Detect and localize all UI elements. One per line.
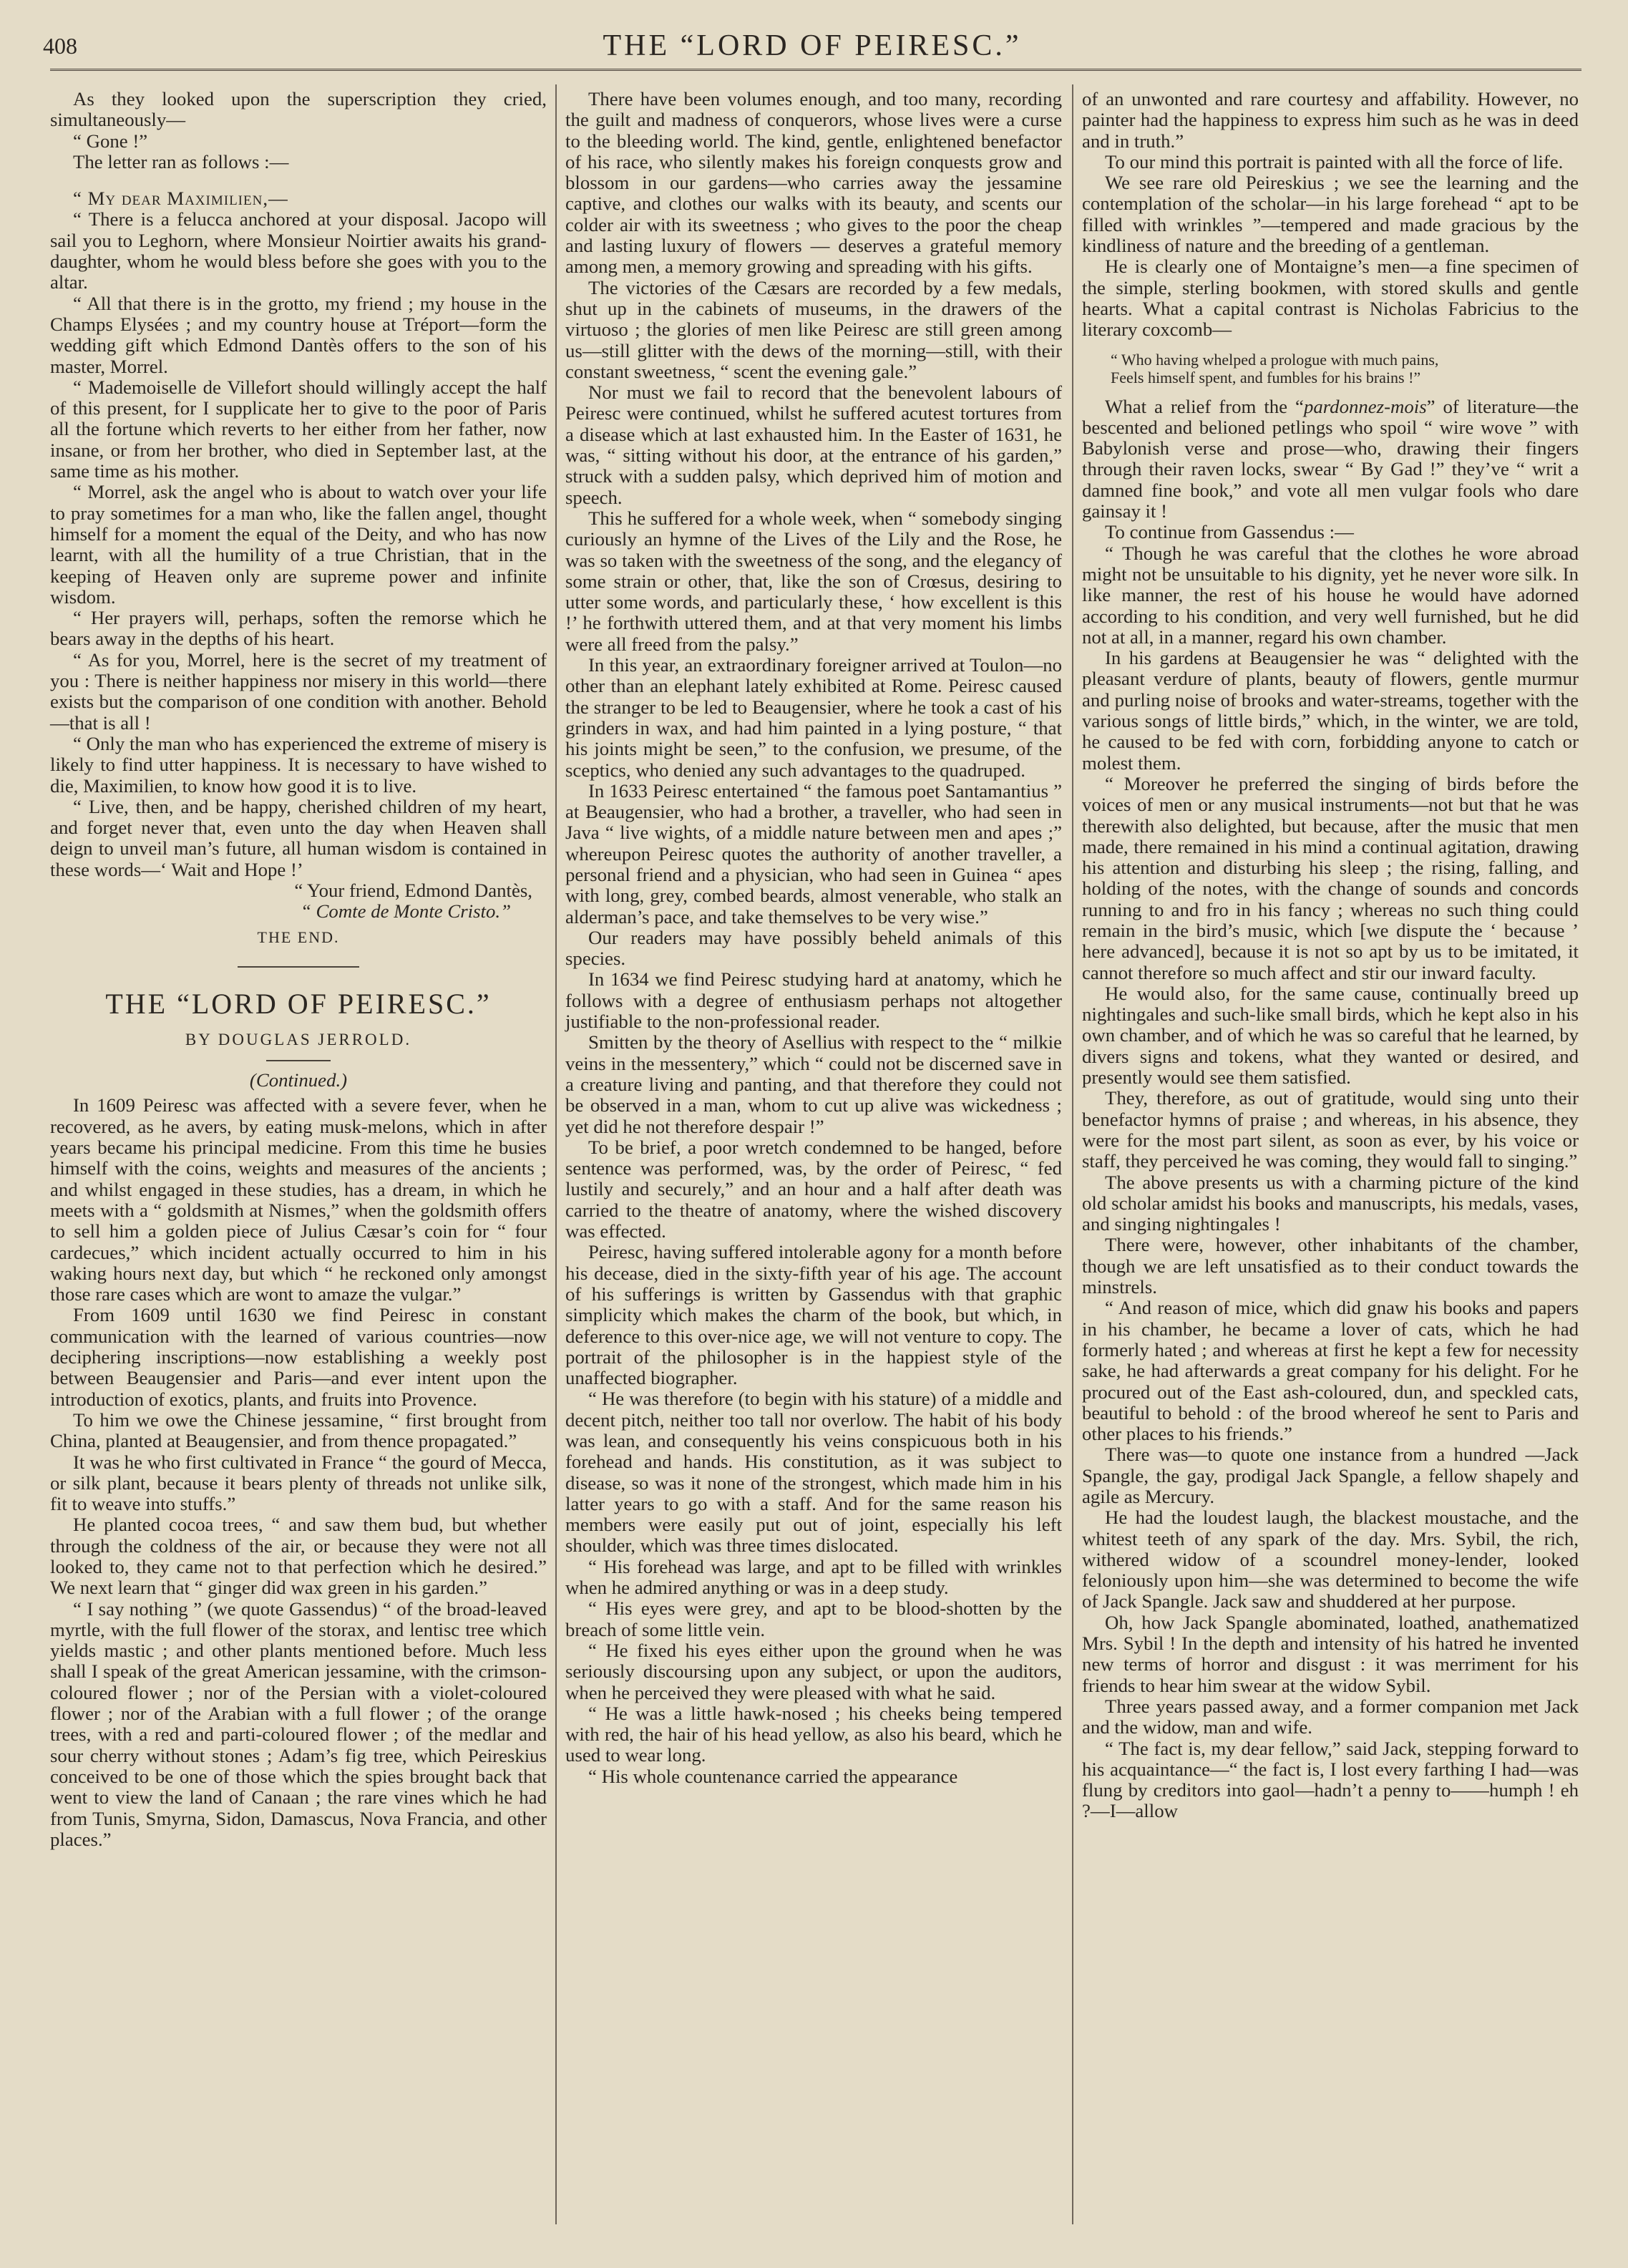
paragraph: In this year, an extraordinary foreigner arrived at Toulon—no other than an elephant lately exhibited at Rome. Peiresc caused the stranger to be led to Beaugensier, where he took a cast of his grinders in wax, and had him painted in a lying posture, “ that his joints might be seen,” to the confusion, we presume, of the sceptics, who denied any such advantages to the quadruped. xyxy=(565,654,1062,781)
article-title: THE “LORD OF PEIRESC.” xyxy=(105,987,492,1020)
text-run: ” of literature—the bescented and belioned petlings who spoil “ wire wove ” with Babylonish verse and prose—who, drawing their fingers through their raven locks, swear “ By Gad !” they’ve “ writ a damned fine book,” and vote all men vulgar fools who dare gainsay it ! xyxy=(1082,395,1579,522)
paragraph: It was he who first cultivated in France “ the gourd of Mecca, or silk plant, because it bears plenty of threads not unlike silk, fit to weave into stuffs.” xyxy=(50,1451,547,1515)
header-rule xyxy=(50,69,1581,71)
paragraph: Smitten by the theory of Asellius with respect to the “ milkie veins in the messentery,” which “ could not be discerned save in a creature living and panting, and that therefore they could not be observed in a man, whom to cut up alive was wickedness ; yet did he not therefore despair !” xyxy=(565,1031,1062,1137)
paragraph: In 1634 we find Peiresc studying hard at anatomy, which he follows with a degree of enthusiasm perhaps not altogether justifiable to the non-professional reader. xyxy=(565,968,1062,1033)
paragraph: “ Only the man who has experienced the extreme of misery is likely to find utter happiness. It is necessary to have wished to die, Maximilien, to know how good it is to live. xyxy=(50,732,547,797)
paragraph: To him we owe the Chinese jessamine, “ first brought from China, planted at Beaugensier, and from thence propagated.” xyxy=(50,1408,547,1452)
paragraph: He is clearly one of Montaigne’s men—a fine specimen of the simple, sterling bookmen, with stored skulls and gentle hearts. What a capital contrast is Nicholas Fabricius to the literary coxcomb— xyxy=(1082,255,1579,341)
paragraph: Nor must we fail to record that the benevolent labours of Peiresc were continued, whilst he suffered acutest tortures from a disease which at last exhausted him. In the Easter of 1631, he was, “ sitting without his door, at the entrance of his garden,” struck with a sudden palsy, which deprived him of motion and speech. xyxy=(565,381,1062,508)
page-number: 408 xyxy=(43,33,77,59)
verse-line: Feels himself spent, and fumbles for his brains !” xyxy=(1111,368,1421,386)
paragraph: “ Live, then, and be happy, cherished children of my heart, and forget never that, even unto the day when Heaven shall deign to unveil man’s future, all human wisdom is contained in these words—‘ Wait and Hope !’ xyxy=(50,795,547,880)
letter-salutation: “ My dear Maximilien,— xyxy=(73,188,288,210)
paragraph: “ I say nothing ” (we quote Gassendus) “ of the broad-leaved myrtle, with the full flower of the storax, and lentisc tree which yields mastic ; and other plants mentioned before. Much less shall I speak of the great American jessamine, with the crimson-coloured flower ; nor of the Persian with a violet-coloured flower ; nor of the Arabian with a full flower ; of the orange trees, with a red and parti-coloured flower ; of the medlar and sour cherry without stones ; Adam’s fig tree, which Peireskius conceived to be one of those which the spies brought back that went to view the land of Canaan ; the rare vines which he had from Tunis, Smyrna, Sidon, Damascus, Nova Francia, and other places.” xyxy=(50,1597,547,1850)
paragraph: There have been volumes enough, and too many, recording the guilt and madness of conquerors, whose lives were a curse to the bleeding world. The kind, gentle, enlightened benefactor of his race, who silently makes his foreign conquests grow and blossom in our gardens—who carries away the jessamine captive, and clothes our walks with its beauty, and scents our colder air with its sweetness ; who gives to the poor the cheap and lasting luxury of flowers — deserves a grateful memory among men, a memory growing and spreading with his gifts. xyxy=(565,88,1062,278)
paragraph: “ He fixed his eyes either upon the ground when he was seriously discoursing upon any subject, or upon the auditors, when he perceived they were pleased with what he said. xyxy=(565,1639,1062,1703)
paragraph: “ Mademoiselle de Villefort should willingly accept the half of this present, for I supplicate her to give to the poor of Paris all the fortune which reverts to her either from her father, now insane, or from her brother, who died in September last, at the same time as his mother. xyxy=(50,376,547,482)
paragraph: “ Morrel, ask the angel who is about to watch over your life to pray sometimes for a man who, like the fallen angel, thought himself for a moment the equal of the Deity, and who has now learnt, with all the humility of a true Christian, that in the keeping of Heaven only are supreme power and infinite wisdom. xyxy=(50,481,547,608)
paragraph: He planted cocoa trees, “ and saw them bud, but whether through the coldness of the air, or because they were not all looked to, they came not to that perfection which he desired.” We next learn that “ ginger did wax green in his garden.” xyxy=(50,1514,547,1599)
italic-phrase: pardonnez-mois xyxy=(1303,395,1427,417)
paragraph: “ There is a felucca anchored at your disposal. Jacopo will sail you to Leghorn, where Monsieur Noirtier awaits his grand-daughter, whom he would bless before she goes with you to the altar. xyxy=(50,208,547,293)
paragraph: In his gardens at Beaugensier he was “ delighted with the pleasant verdure of plants, beauty of flowers, gentle murmur and purling noise of brooks and water-streams, together with the various songs of little birds,” which, in the winter, we are told, he caused to be fed with corn, forbidding anyone to catch or molest them. xyxy=(1082,647,1579,774)
paragraph: “ He was therefore (to begin with his stature) of a middle and decent pitch, neither too tall nor overlow. The habit of his body was lean, and consequently his veins conspicuous both in his forehead and hands. His constitution, as it was subject to disease, so was it none of the strongest, which made him in his latter years to go with a staff. And for the same reason his members were easily put out of joint, especially his left shoulder, which was three times dislocated. xyxy=(565,1388,1062,1557)
paragraph: He would also, for the same cause, continually breed up nightingales and such-like small birds, which he kept also in his own chamber, and of which he was so careful that he learned, by divers signs and tokens, what they wanted or desired, and presently would see them satisfied. xyxy=(1082,982,1579,1089)
paragraph: In 1633 Peiresc entertained “ the famous poet Santamantius ” at Beaugensier, who had a brother, a traveller, who had seen in Java “ live wights, of a middle nature between men and apes ;” whereupon Peiresc quotes the authority of another traveller, a personal friend and a physician, who had seen in Guinea “ apes with long, grey, combed beards, almost venerable, who stalk an alderman’s pace, and take themselves to be very wise.” xyxy=(565,779,1062,928)
paragraph: “ Her prayers will, perhaps, soften the remorse which he bears away in the depths of his heart. xyxy=(50,607,547,650)
paragraph: “ His whole countenance carried the appearance xyxy=(588,1765,958,1787)
paragraph: The letter ran as follows :— xyxy=(73,150,289,172)
paragraph: “ The fact is, my dear fellow,” said Jack, stepping forward to his acquaintance—“ the fact is, I lost every farthing I had—was flung by creditors into gaol—hadn’t a penny to——humph ! eh ?—I—allow xyxy=(1082,1737,1579,1822)
running-title: THE “LORD OF PEIRESC.” xyxy=(603,29,1022,62)
paragraph: “ Though he was careful that the clothes he wore abroad might not be unsuitable to his dignity, yet he never wore silk. In like manner, the rest of his house he would have adorned according to his condition, and very well furnished, but he did not at all, in a manner, regard his own chamber. xyxy=(1082,542,1579,648)
paragraph: To be brief, a poor wretch condemned to be hanged, before sentence was performed, was, by the order of Peiresc, “ fed lustily and securely,” and an hour and a half after death was carried to the theatre of anatomy, where the wished discovery was effected. xyxy=(565,1136,1062,1242)
paragraph: “ Moreover he preferred the singing of birds before the voices of men or any musical instruments—not but that he was therewith also delighted, but because, after the music that men made, there remained in his mind a continual agitation, drawing his attention and disturbing his sleep ; the rising, falling, and holding of the notes, with the change of sounds and concords running to and fro in his fancy ; whereas no such thing could remain in the bird’s music, which [we dispute the ‘ because ’ here advanced], because it is not so apt by us to be imitated, it cannot therefore so much affect and stir our inward faculty. xyxy=(1082,772,1579,983)
the-end-label: THE END. xyxy=(257,928,340,946)
paragraph: Oh, how Jack Spangle abominated, loathed, anathematized Mrs. Sybil ! In the depth and intensity of his hatred he invented new terms of horror and disgust : it was merriment for his friends to hear him swear at the widow Sybil. xyxy=(1082,1611,1579,1696)
paragraph: “ And reason of mice, which did gnaw his books and papers in his chamber, he became a lover of cats, which he had formerly hated ; and whereas at first he kept a few for necessity sake, he had afterwards a great company for his delight. For he procured out of the East ash-coloured, dun, and speckled cats, beautiful to behold : of the brood whereof he sent to Paris and other places to his friends.” xyxy=(1082,1297,1579,1445)
column-1 xyxy=(50,89,547,1850)
paragraph xyxy=(1082,396,1579,522)
paragraph: Our readers may have possibly beheld animals of this species. xyxy=(565,926,1062,970)
byline: BY DOUGLAS JERROLD. xyxy=(185,1030,412,1048)
paragraph: There was—to quote one instance from a hundred —Jack Spangle, the gay, prodigal Jack Spangle, a fellow shapely and agile as Mercury. xyxy=(1082,1444,1579,1507)
paragraph: Three years passed away, and a former companion met Jack and the widow, man and wife. xyxy=(1082,1695,1579,1738)
paragraph: In 1609 Peiresc was affected with a severe fever, when he recovered, as he avers, by eating musk-melons, which in after years became his principal medicine. From this time he busies himself with the coins, weights and measures of the ancients ; and whilst engaged in these studies, has a dream, in which he meets with a “ goldsmith at Nismes,” when the goldsmith offers to sell him a golden piece of Julius Cæsar’s coin for “ four cardecues,” which incident actually occurred to him in his waking hours next day, but which “ he reckoned only amongst those rare cases which are wont to amaze the vulgar.” xyxy=(50,1094,547,1305)
paragraph: This he suffered for a whole week, when “ somebody singing curiously an hymne of the Lives of the Lily and the Rose, he was so taken with the sweetness of the song, and the elegancy of some strain or other, that, like the son of Crœsus, desiring to utter some words, and particularly these, ‘ how excellent is this !’ he forthwith uttered them, and at that very moment his limbs were all freed from the palsy.” xyxy=(565,507,1062,655)
paragraph: Peiresc, having suffered intolerable agony for a month before his decease, died in the sixty-fifth year of his age. The account of his sufferings is written by Gassendus with that graphic simplicity which makes the charm of the book, but which, in deference to this over-nice age, we will not venture to copy. The portrait of the philosopher is in the happiest style of the unaffected biographer. xyxy=(565,1241,1062,1389)
column-divider xyxy=(1072,84,1073,2224)
column-divider xyxy=(555,84,557,2224)
paragraph: As they looked upon the superscription they cried, simultaneously— xyxy=(50,88,547,131)
letter-signature-title: “ Comte de Monte Cristo.” xyxy=(300,900,511,923)
page-header xyxy=(43,27,1581,67)
paragraph: There were, however, other inhabitants of the chamber, though we are left unsatisfied as to their conduct towards the minstrels. xyxy=(1082,1234,1579,1298)
column-2 xyxy=(565,89,1062,1787)
continued-label: (Continued.) xyxy=(249,1069,348,1091)
paragraph: “ He was a little hawk-nosed ; his cheeks being tempered with red, the hair of his head yellow, as also his beard, which he used to wear long. xyxy=(565,1702,1062,1766)
byline-divider xyxy=(266,1060,331,1061)
section-divider xyxy=(238,966,359,968)
column-3 xyxy=(1082,89,1579,1822)
paragraph: From 1609 until 1630 we find Peiresc in constant communication with the learned of various countries—now deciphering inscriptions—now establishing a weekly post between Beaugensier and Paris—and ever intent upon the introduction of exotics, plants, and fruits into Provence. xyxy=(50,1304,547,1410)
paragraph: To our mind this portrait is painted with all the force of life. xyxy=(1105,150,1564,172)
paragraph: We see rare old Peireskius ; we see the learning and the contemplation of the scholar—in his large forehead “ apt to be filled with wrinkles ”—tempered and made gracious by the kindliness of nature and the breeding of a gentleman. xyxy=(1082,172,1579,257)
paragraph: “ Gone !” xyxy=(73,130,148,152)
paragraph: He had the loudest laugh, the blackest moustache, and the whitest teeth of any spark of the day. Mrs. Sybil, the rich, withered widow of a scoundrel money-lender, looked feloniously upon him—she was determined to become the wife of Jack Spangle. Jack saw and shuddered at her purpose. xyxy=(1082,1507,1579,1612)
paragraph: They, therefore, as out of gratitude, would sing unto their benefactor hymns of praise ; and whereas, in his absence, they were for the most part silent, as soon as ever, by his voice or staff, they perceived he was coming, they would fall to singing.” xyxy=(1082,1087,1579,1172)
paragraph: “ His forehead was large, and apt to be filled with wrinkles when he admired anything or was in a deep study. xyxy=(565,1555,1062,1599)
paragraph: “ As for you, Morrel, here is the secret of my treatment of you : There is neither happiness nor misery in this world—there exists but the comparison of one condition with another. Behold—that is all ! xyxy=(50,648,547,734)
paragraph: To continue from Gassendus :— xyxy=(1105,521,1354,543)
paragraph: “ His eyes were grey, and apt to be blood-shotten by the breach of some little vein. xyxy=(565,1597,1062,1640)
paragraph: “ All that there is in the grotto, my friend ; my house in the Champs Elysées ; and my country house at Tréport—form the wedding gift which Edmond Dantès offers to the son of his master, Morrel. xyxy=(50,292,547,377)
paragraph: The victories of the Cæsars are recorded by a few medals, shut up in the cabinets of museums, in the drawers of the virtuoso ; the glories of men like Peiresc are still green among us—still glitter with the dews of the morning—still, with their constant sweetness, “ scent the evening gale.” xyxy=(565,276,1062,382)
paragraph: of an unwonted and rare courtesy and affability. However, no painter had the happiness to express him such as he was in deed and in truth.” xyxy=(1082,88,1579,152)
verse-line: “ Who having whelped a prologue with much pains, xyxy=(1111,350,1439,369)
letter-signature: “ Your friend, Edmond Dantès, xyxy=(294,879,532,901)
verse-quote xyxy=(1082,351,1579,386)
paragraph: The above presents us with a charming picture of the kind old scholar amidst his books and manuscripts, his medals, vases, and singing nightingales ! xyxy=(1082,1171,1579,1235)
text-run: What a relief from the “ xyxy=(1105,395,1304,417)
